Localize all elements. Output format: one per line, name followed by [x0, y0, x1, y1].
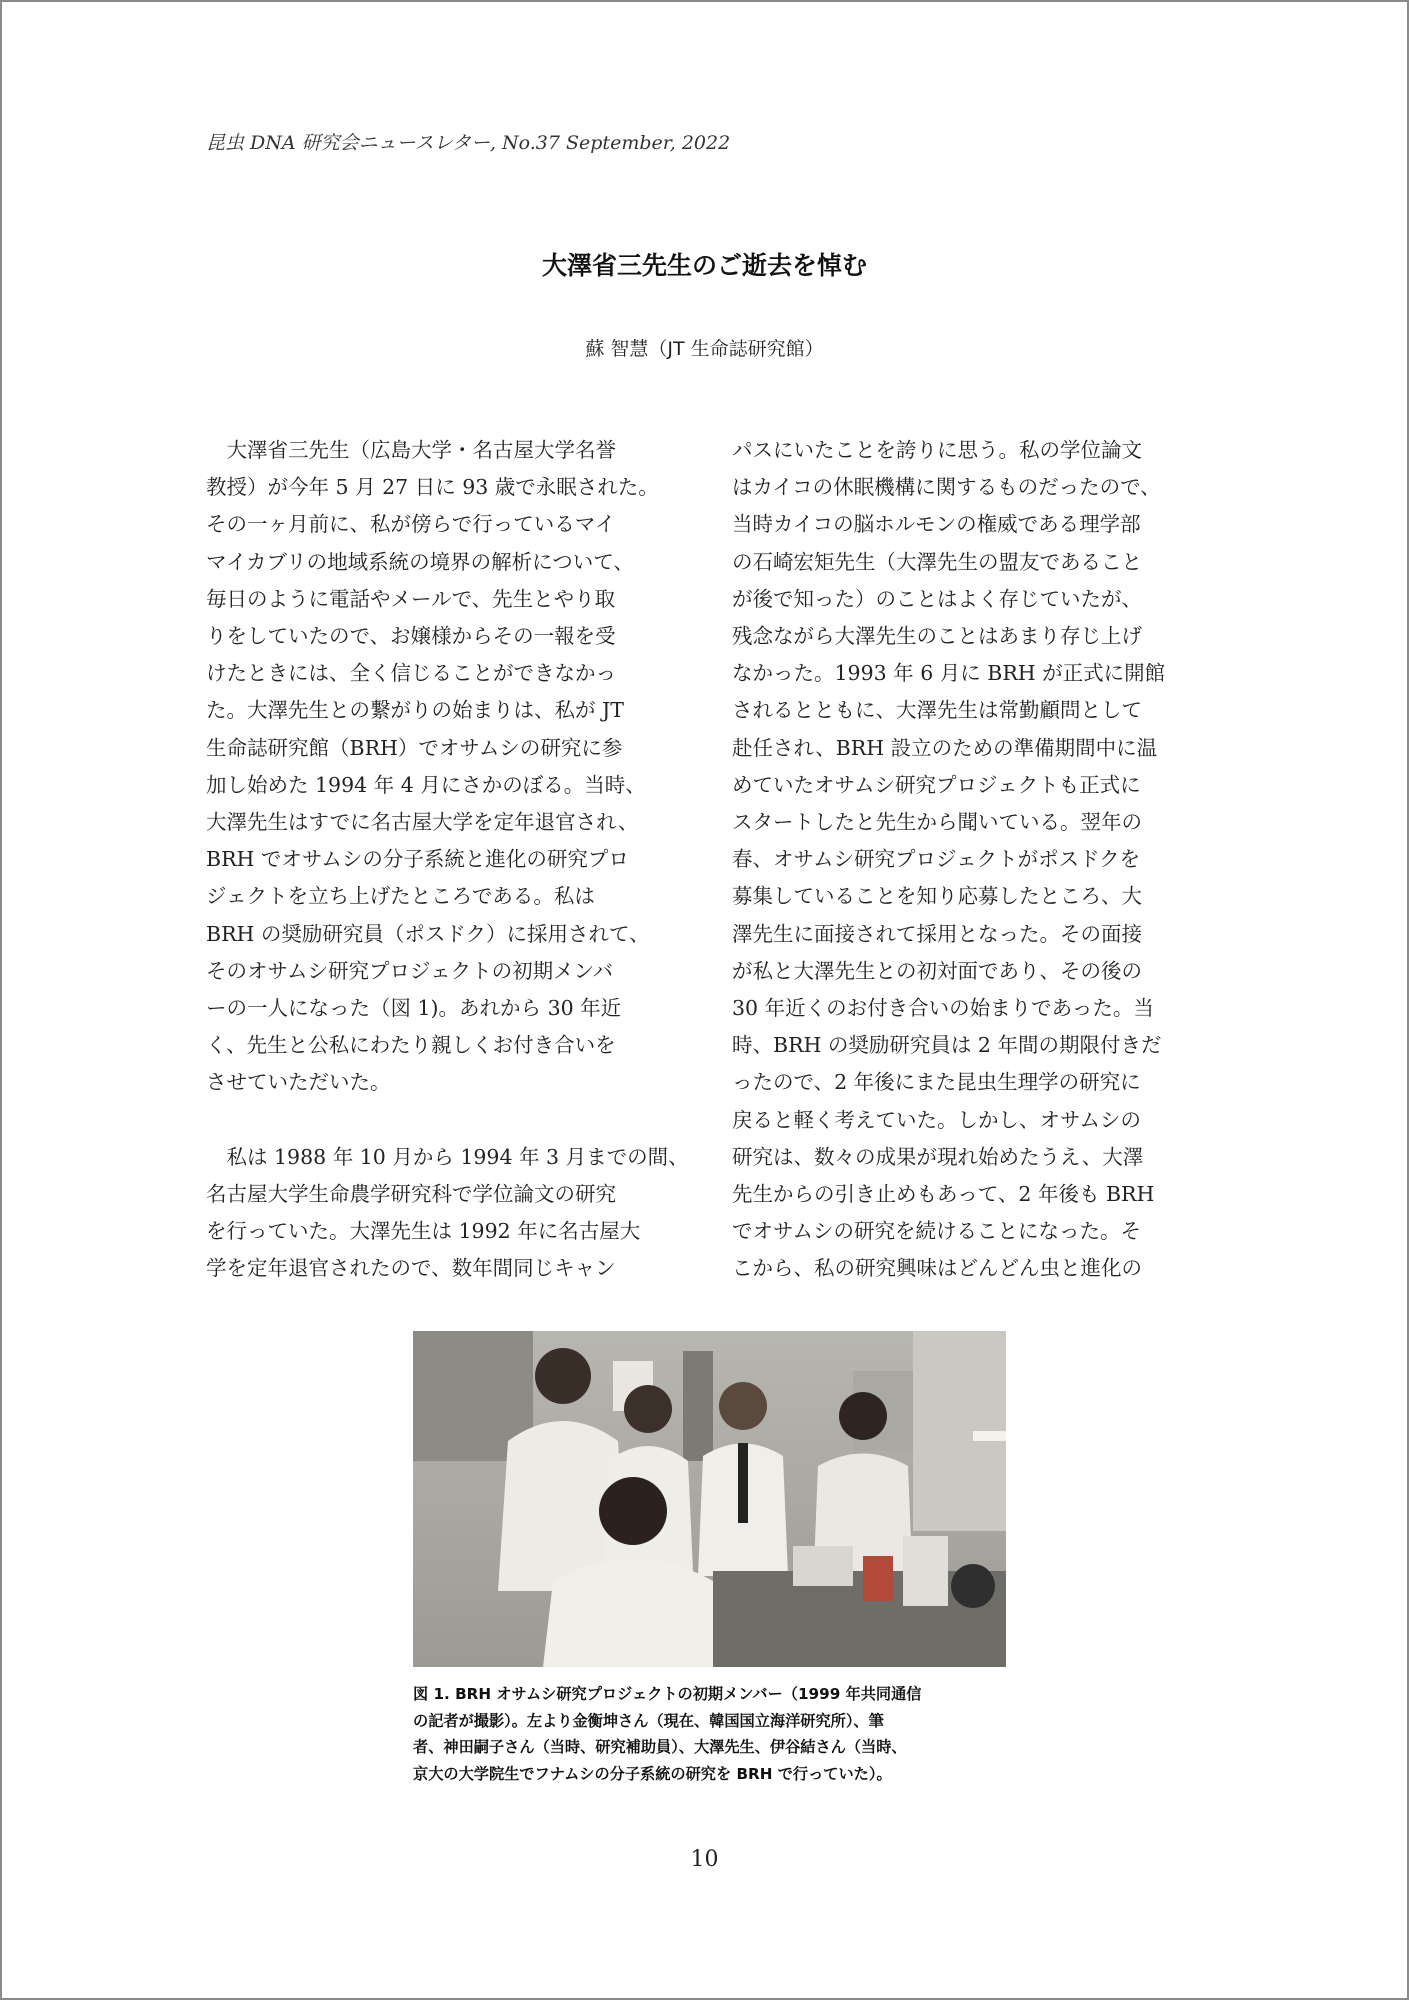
- body-line: でオサムシの研究を続けることになった。そ: [732, 1219, 1141, 1244]
- figure-1-caption: [413, 1681, 1033, 1787]
- body-line: 30 年近くのお付き合いの始まりであった。当: [732, 996, 1154, 1021]
- body-line: 学を定年退官されたので、数年間同じキャン: [206, 1256, 616, 1281]
- body-line: 当時カイコの脳ホルモンの権威である理学部: [732, 512, 1141, 537]
- body-line: ったので、2 年後にまた昆虫生理学の研究に: [732, 1070, 1141, 1095]
- body-line: こから、私の研究興味はどんどん虫と進化の: [732, 1256, 1142, 1281]
- page-number: 10: [690, 1847, 719, 1872]
- body-line: た。大澤先生との繋がりの始まりは、私が JT: [206, 698, 624, 723]
- caption-line: 者、神田嗣子さん（当時、研究補助員）、大澤先生、伊谷結さん（当時、: [413, 1738, 907, 1756]
- body-column-right: [732, 432, 1214, 1288]
- body-line: なかった。1993 年 6 月に BRH が正式に開館: [732, 661, 1166, 686]
- body-line: ジェクトを立ち上げたところである。私は: [206, 884, 595, 909]
- caption-line: 図 1. BRH オサムシ研究プロジェクトの初期メンバー（1999 年共同通信: [413, 1685, 922, 1703]
- body-line: その一ヶ月前に、私が傍らで行っているマイ: [206, 512, 616, 537]
- body-line: BRH の奨励研究員（ポスドク）に採用されて、: [206, 921, 650, 946]
- body-line: 春、オサムシ研究プロジェクトがポスドクを: [732, 847, 1141, 872]
- article-title: 大澤省三先生のご逝去を悼む: [541, 251, 867, 280]
- body-line: 大澤先生はすでに名古屋大学を定年退官され、: [206, 810, 639, 835]
- figure-1-photo: [413, 1331, 1006, 1667]
- article-author: 蘇 智慧（JT 生命誌研究館）: [585, 338, 824, 360]
- body-line: めていたオサムシ研究プロジェクトも正式に: [732, 772, 1141, 797]
- body-line: はカイコの休眠機構に関するものだったので、: [732, 475, 1161, 500]
- body-line: されるとともに、大澤先生は常勤顧問として: [732, 698, 1142, 723]
- running-header: 昆虫 DNA 研究会ニュースレター, No.37 September, 2022: [206, 132, 731, 154]
- body-line: 教授）が今年 5 月 27 日に 93 歳で永眠された。: [206, 475, 659, 500]
- body-line: 赴任され、BRH 設立のための準備期間中に温: [732, 735, 1158, 760]
- body-line: けたときには、全く信じることができなかっ: [206, 661, 616, 686]
- body-line: [206, 1102, 688, 1139]
- body-line: 名古屋大学生命農学研究科で学位論文の研究: [206, 1182, 616, 1207]
- body-line: 研究は、数々の成果が現れ始めたうえ、大澤: [732, 1144, 1144, 1169]
- body-line: を行っていた。大澤先生は 1992 年に名古屋大: [206, 1219, 641, 1244]
- body-line: ーの一人になった（図 1)。あれから 30 年近: [206, 996, 622, 1021]
- body-line: が私と大澤先生との初対面であり、その後の: [732, 958, 1142, 983]
- body-line: 時、BRH の奨励研究員は 2 年間の期限付きだ: [732, 1033, 1162, 1058]
- body-line: 大澤省三先生（広島大学・名古屋大学名誉: [206, 438, 616, 462]
- body-line: スタートしたと先生から聞いている。翌年の: [732, 810, 1142, 835]
- body-line: 戻ると軽く考えていた。しかし、オサムシの: [732, 1107, 1141, 1132]
- body-line: く、先生と公私にわたり親しくお付き合いを: [206, 1033, 616, 1058]
- body-line: 募集していることを知り応募したところ、大: [732, 884, 1142, 909]
- body-line: マイカブリの地域系統の境界の解析について、: [206, 549, 634, 574]
- body-line: 毎日のように電話やメールで、先生とやり取: [206, 586, 616, 611]
- body-line: 澤先生に面接されて採用となった。その面接: [732, 921, 1142, 946]
- body-line: りをしていたので、お嬢様からその一報を受: [206, 624, 616, 649]
- caption-line: の記者が撮影）。左より金衡坤さん（現在、韓国国立海洋研究所）、筆: [413, 1711, 884, 1730]
- body-line: 私は 1988 年 10 月から 1994 年 3 月までの間、: [206, 1144, 689, 1169]
- body-line: 生命誌研究館（BRH）でオサムシの研究に参: [206, 735, 623, 760]
- body-line: 加し始めた 1994 年 4 月にさかのぼる。当時、: [206, 772, 646, 797]
- caption-line: 京大の大学院生でフナムシの分子系統の研究を BRH で行っていた）。: [413, 1764, 892, 1783]
- body-line: BRH でオサムシの分子系統と進化の研究プロ: [206, 847, 629, 872]
- body-line: そのオサムシ研究プロジェクトの初期メンバ: [206, 958, 614, 983]
- body-line: 先生からの引き止めもあって、2 年後も BRH: [732, 1182, 1155, 1207]
- body-line: の石崎宏矩先生（大澤先生の盟友であること: [732, 549, 1142, 574]
- body-line: させていただいた。: [206, 1070, 391, 1095]
- body-line: パスにいたことを誇りに思う。私の学位論文: [732, 438, 1142, 462]
- body-line: が後で知った）のことはよく存じていたが、: [732, 586, 1142, 611]
- body-column-left: [206, 432, 688, 1288]
- body-line: 残念ながら大澤先生のことはあまり存じ上げ: [732, 624, 1142, 649]
